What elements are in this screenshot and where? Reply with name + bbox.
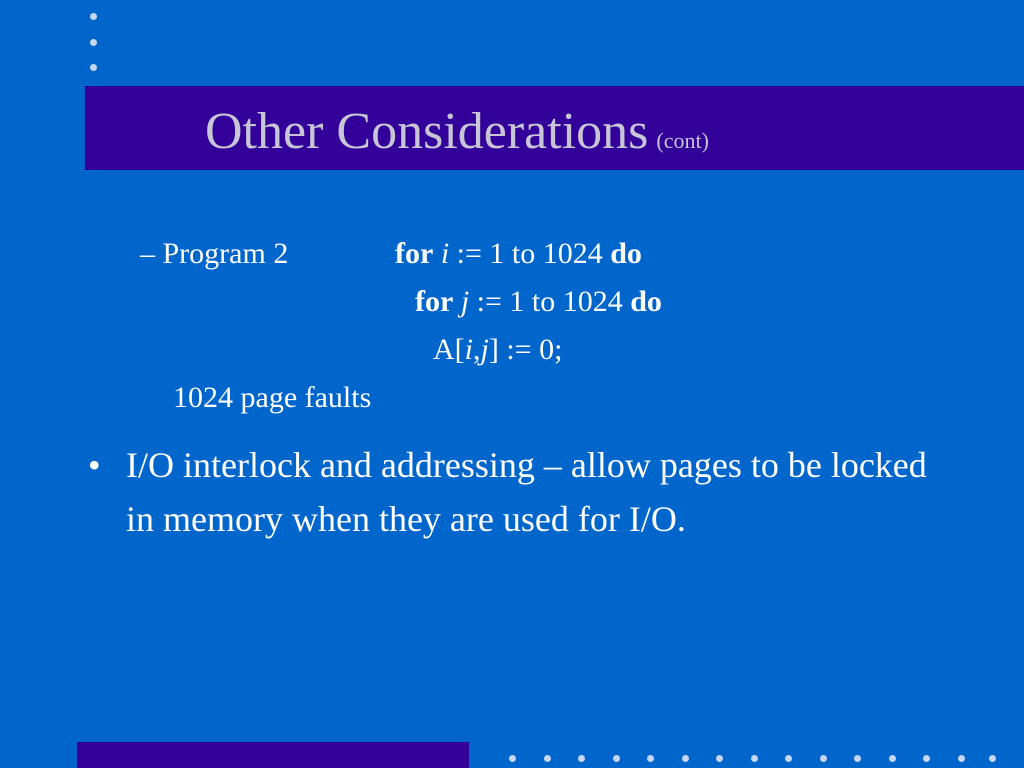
bottom-bar bbox=[77, 742, 469, 768]
decorative-dot bbox=[578, 755, 585, 762]
slide-title bbox=[205, 100, 709, 173]
decorative-dot bbox=[647, 755, 654, 762]
decorative-dot bbox=[90, 39, 97, 46]
loop-range: := 1 to 1024 bbox=[469, 285, 631, 318]
decorative-dot bbox=[989, 755, 996, 762]
decorative-dot bbox=[90, 13, 97, 20]
code-line-1 bbox=[395, 236, 642, 272]
decorative-dot bbox=[923, 755, 930, 762]
title-main: Other Considerations bbox=[205, 103, 649, 160]
decorative-dot bbox=[716, 755, 723, 762]
code-line-3: A[i,j] := 0; bbox=[433, 333, 563, 366]
keyword-do: do bbox=[630, 285, 662, 318]
keyword-for: for bbox=[415, 285, 454, 318]
decorative-dot bbox=[751, 755, 758, 762]
program-label: – Program 2 bbox=[140, 237, 289, 270]
decorative-dot bbox=[889, 755, 896, 762]
code-line-2 bbox=[415, 284, 662, 320]
title-suffix: (cont) bbox=[656, 128, 709, 153]
keyword-do: do bbox=[610, 237, 642, 270]
decorative-dot bbox=[509, 755, 516, 762]
loop-variable: j bbox=[460, 285, 470, 318]
decorative-dot bbox=[682, 755, 689, 762]
decorative-dot bbox=[958, 755, 965, 762]
loop-variable: i bbox=[440, 237, 450, 270]
decorative-dot bbox=[820, 755, 827, 762]
bullet-text: I/O interlock and addressing – allow pages to be locked in memory when they are used for I/O. bbox=[126, 445, 927, 539]
decorative-dot bbox=[544, 755, 551, 762]
decorative-dot bbox=[785, 755, 792, 762]
bullet-marker: • bbox=[88, 445, 101, 485]
decorative-dot bbox=[90, 64, 97, 71]
decorative-dot bbox=[854, 755, 861, 762]
keyword-for: for bbox=[395, 237, 434, 270]
decorative-dot bbox=[613, 755, 620, 762]
page-fault-count: 1024 page faults bbox=[173, 381, 372, 414]
loop-range: := 1 to 1024 bbox=[449, 237, 611, 270]
